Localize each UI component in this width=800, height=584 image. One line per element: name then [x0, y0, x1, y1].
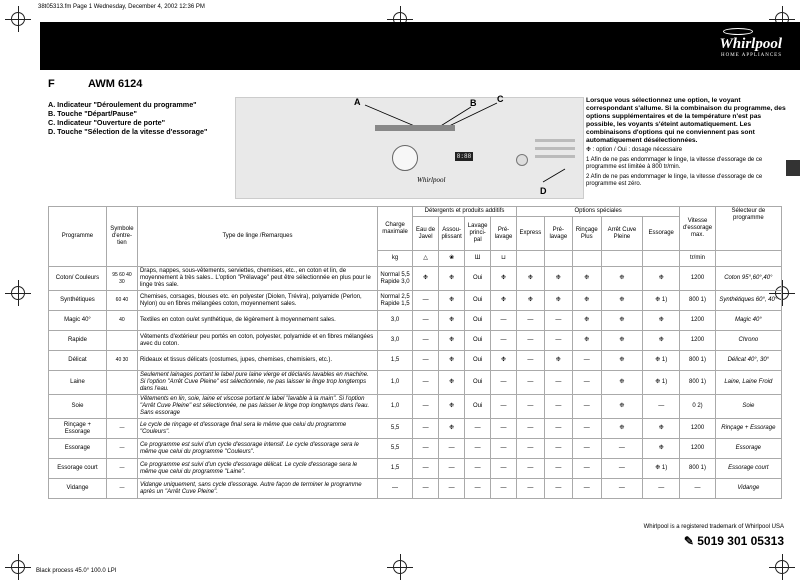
cell-po: —: [544, 395, 572, 419]
col-lavage: Lavage princi-pal: [465, 217, 491, 251]
cell-p: Rapide: [49, 331, 107, 351]
table-row: [49, 395, 782, 419]
cell-desc: Le cycle de rinçage et d'essorage final sera le même que celui du programme "Couleurs".: [137, 419, 377, 439]
cell-ex: —: [516, 395, 544, 419]
cell-sym: 95 60 40 30: [106, 267, 137, 291]
cell-po: —: [544, 371, 572, 395]
cell-l: —: [465, 419, 491, 439]
table-row: [49, 371, 782, 395]
cell-ex: —: [516, 479, 544, 499]
file-info: 38t05313.fm Page 1 Wednesday, December 4, 2002 12:36 PM: [38, 4, 205, 10]
cell-sym: 40: [106, 311, 137, 331]
cell-s: Chrono: [715, 331, 781, 351]
col-detergents: Détergents et produits additifs: [413, 207, 517, 217]
cell-p: Essorage: [49, 439, 107, 459]
cell-p: Coton/ Couleurs: [49, 267, 107, 291]
legend-item: A. Indicateur "Déroulement du programme": [48, 100, 197, 109]
cell-ex: —: [516, 459, 544, 479]
table-row: [49, 479, 782, 499]
cell-ac: —: [601, 459, 642, 479]
cell-v: —: [680, 479, 715, 499]
cell-sym: 40 30: [106, 351, 137, 371]
cell-a: ❉: [439, 331, 465, 351]
cell-l: —: [465, 479, 491, 499]
cell-rp: ❉: [572, 267, 601, 291]
cell-po: —: [544, 479, 572, 499]
panel-brand: Whirlpool: [417, 176, 446, 184]
col-charge: Charge maximale: [377, 207, 412, 251]
part-icon: ✎: [683, 534, 698, 548]
cell-p: Vidange: [49, 479, 107, 499]
cell-a: ❉: [439, 371, 465, 395]
cell-pl: —: [491, 371, 517, 395]
col-prelavage-det: Pré-lavage: [491, 217, 517, 251]
cell-desc: Ce programme est suivi d'un cycle d'essorage intensif. Le cycle d'essorage sera le même que celui du programme "Couleurs".: [137, 439, 377, 459]
cell-desc: Seulement lainages portant le label pure laine vierge et déclarés lavables en machine. Si l'option "Arrêt Cuve Pleine" est sélectionnée, ne pas laisser le linge trop longtemps dans l'eau.: [137, 371, 377, 395]
cell-sym: [106, 395, 137, 419]
part-number: [684, 534, 784, 548]
cell-es: ❉: [643, 439, 680, 459]
cell-p: Rinçage + Essorage: [49, 419, 107, 439]
crop-mark: [11, 286, 25, 300]
whirlpool-logo: [719, 28, 782, 58]
footnote-1: 1 Afin de ne pas endommager le linge, la vitesse d'essorage de ce programme est limitée à 800 tr/min.: [586, 156, 763, 170]
logo-ring-icon: [723, 28, 753, 35]
cell-a: —: [439, 459, 465, 479]
legend-item: C. Indicateur "Ouverture de porte": [48, 118, 166, 127]
table-row: [49, 267, 782, 291]
cell-es: ❉: [643, 311, 680, 331]
table-row: [49, 459, 782, 479]
crop-mark: [11, 12, 25, 26]
brand-name: Whirlpool: [719, 36, 782, 52]
cell-pl: —: [491, 419, 517, 439]
cell-p: Soie: [49, 395, 107, 419]
cell-s: Vidange: [715, 479, 781, 499]
cell-v: 800 1): [680, 291, 715, 311]
cell-sym: [106, 331, 137, 351]
cell-charge: 5,5: [377, 439, 412, 459]
cell-v: 800 1): [680, 351, 715, 371]
callout-d: D: [540, 186, 547, 196]
cell-v: 800 1): [680, 371, 715, 395]
cell-s: Magic 40°: [715, 311, 781, 331]
cell-s: Synthétiques 60°, 40°: [715, 291, 781, 311]
cell-rp: —: [572, 371, 601, 395]
cell-desc: Vêtements en lin, soie, laine et viscose portant le label "lavable à la main". Si l'option "Arrêt Cuve Pleine" est sélectionnée, ne pas laisser le linge trop longtemps dans l'eau. Sans essorage: [137, 395, 377, 419]
cell-a: ❉: [439, 311, 465, 331]
cell-sym: —: [106, 459, 137, 479]
cell-l: —: [465, 439, 491, 459]
col-kg: kg: [377, 251, 412, 267]
cell-desc: Chemises, corsages, blouses etc. en polyester (Diolen, Trévira), polyamide (Perlon, Nylon) ou en fibres mélangées coton, moyennement sales.: [137, 291, 377, 311]
cell-ac: ❉: [601, 311, 642, 331]
cell-a: ❉: [439, 419, 465, 439]
cell-es: —: [643, 395, 680, 419]
cell-charge: 1,5: [377, 459, 412, 479]
cell-l: Oui: [465, 351, 491, 371]
cell-es: ❉ 1): [643, 371, 680, 395]
notes-symbol: ❉ : option / Oui : dosage nécessaire: [586, 147, 683, 153]
cell-j: —: [413, 291, 439, 311]
col-selecteur: Sélecteur de programme: [715, 207, 781, 251]
cell-a: —: [439, 439, 465, 459]
cell-ex: —: [516, 439, 544, 459]
col-express: Express: [516, 217, 544, 251]
cell-pl: —: [491, 311, 517, 331]
cell-p: Laine: [49, 371, 107, 395]
cell-ex: ❉: [516, 291, 544, 311]
cell-v: 1200: [680, 439, 715, 459]
table-row: [49, 439, 782, 459]
cell-es: ❉: [643, 267, 680, 291]
softener-icon: ❀: [439, 251, 465, 267]
cell-rp: ❉: [572, 291, 601, 311]
cell-es: ❉ 1): [643, 459, 680, 479]
cell-rp: —: [572, 395, 601, 419]
cell-j: —: [413, 439, 439, 459]
col-assouplissant: Assou-plissant: [439, 217, 465, 251]
cell-pl: —: [491, 331, 517, 351]
cell-j: —: [413, 419, 439, 439]
col-vitesse: Vitesse d'essorage max.: [680, 207, 715, 251]
bleach-icon: △: [413, 251, 439, 267]
cell-desc: Rideaux et tissus délicats (costumes, jupes, chemises, chemisiers, etc.).: [137, 351, 377, 371]
cell-es: ❉: [643, 419, 680, 439]
main-wash-icon: Ш: [465, 251, 491, 267]
cell-charge: 1,0: [377, 395, 412, 419]
col-programme: Programme: [49, 207, 107, 267]
col-rincage: Rinçage Plus: [572, 217, 601, 251]
cell-ac: ❉: [601, 331, 642, 351]
col-type: Type de linge /Remarques: [137, 207, 377, 267]
cell-l: Oui: [465, 267, 491, 291]
cell-rp: —: [572, 351, 601, 371]
cell-po: —: [544, 439, 572, 459]
panel-display: 8:88: [456, 153, 472, 160]
cell-po: —: [544, 459, 572, 479]
cell-desc: Textiles en coton ou/et synthétique, de légèrement à moyennement sales.: [137, 311, 377, 331]
cell-ex: —: [516, 351, 544, 371]
table-row: [49, 311, 782, 331]
cell-ac: ❉: [601, 267, 642, 291]
trademark-note: Whirlpool is a registered trademark of Whirlpool USA: [643, 524, 784, 530]
cell-j: —: [413, 351, 439, 371]
cell-rp: —: [572, 419, 601, 439]
cell-a: ❉: [439, 395, 465, 419]
cell-ex: —: [516, 311, 544, 331]
cell-pl: ❉: [491, 291, 517, 311]
cell-pl: —: [491, 395, 517, 419]
cell-po: ❉: [544, 291, 572, 311]
cell-j: —: [413, 331, 439, 351]
cell-pl: —: [491, 479, 517, 499]
language-code: F: [48, 78, 55, 90]
cell-ac: ❉: [601, 395, 642, 419]
table-row: [49, 419, 782, 439]
cell-rp: —: [572, 479, 601, 499]
cell-l: Oui: [465, 371, 491, 395]
cell-pl: —: [491, 459, 517, 479]
cell-po: —: [544, 331, 572, 351]
cell-charge: 3,0: [377, 331, 412, 351]
cell-desc: Vêtements d'extérieur peu portés en coton, polyester, polyamide et en fibres mélangées avec du coton.: [137, 331, 377, 351]
cell-s: Délicat 40°, 30°: [715, 351, 781, 371]
cell-j: —: [413, 311, 439, 331]
cell-l: Oui: [465, 291, 491, 311]
table-row: [49, 331, 782, 351]
cell-ac: ❉: [601, 371, 642, 395]
cell-ac: —: [601, 479, 642, 499]
cell-l: Oui: [465, 331, 491, 351]
legend: [48, 100, 238, 136]
cell-a: ❉: [439, 267, 465, 291]
table-row: [49, 291, 782, 311]
col-arret: Arrêt Cuve Pleine: [601, 217, 642, 251]
cell-s: Laine, Laine Froid: [715, 371, 781, 395]
cell-charge: 5,5: [377, 419, 412, 439]
cell-po: ❉: [544, 351, 572, 371]
cell-sym: 60 40: [106, 291, 137, 311]
cell-charge: 3,0: [377, 311, 412, 331]
cell-s: Coton 95°,60°,40°: [715, 267, 781, 291]
cell-desc: Draps, nappes, sous-vêtements, serviettes, chemises, etc., en coton et lin, de moyennement à très sales.. L'option "Prélavage" peut être sélectionnée en plus pour le linge très sale.: [137, 267, 377, 291]
cell-j: —: [413, 479, 439, 499]
cell-s: Soie: [715, 395, 781, 419]
callout-a: A: [354, 97, 361, 107]
prewash-icon: ⊔: [491, 251, 517, 267]
cell-pl: ❉: [491, 267, 517, 291]
cell-es: ❉ 1): [643, 291, 680, 311]
cell-s: Essorage court: [715, 459, 781, 479]
cell-rp: ❉: [572, 311, 601, 331]
cell-a: ❉: [439, 291, 465, 311]
cell-charge: Normal 5,5 Rapide 3,0: [377, 267, 412, 291]
cell-ex: ❉: [516, 267, 544, 291]
col-prelavage-opt: Pré-lavage: [544, 217, 572, 251]
part-number-text: 5019 301 05313: [697, 534, 784, 548]
col-symbole: Symbole d'entre-tien: [106, 207, 137, 267]
cell-s: Rinçage + Essorage: [715, 419, 781, 439]
callout-c: C: [497, 94, 504, 104]
cell-pl: ❉: [491, 351, 517, 371]
side-tab: [786, 160, 800, 176]
cell-v: 0 2): [680, 395, 715, 419]
footer-line: Black process 45.0° 100.0 LPI: [36, 568, 117, 574]
callout-b: B: [470, 98, 477, 108]
col-essorage: Essorage: [643, 217, 680, 251]
cell-po: —: [544, 311, 572, 331]
callout-lines: [235, 97, 584, 199]
cell-a: —: [439, 479, 465, 499]
col-options: Options spéciales: [516, 207, 679, 217]
programme-table: [48, 206, 782, 499]
cell-sym: —: [106, 419, 137, 439]
cell-charge: 1,0: [377, 371, 412, 395]
cell-es: ❉: [643, 331, 680, 351]
col-trmin: tr/min: [680, 251, 715, 267]
legend-item: D. Touche "Sélection de la vitesse d'essorage": [48, 127, 208, 136]
cell-j: —: [413, 459, 439, 479]
cell-v: 1200: [680, 267, 715, 291]
cell-ex: —: [516, 331, 544, 351]
table-row: [49, 351, 782, 371]
cell-rp: —: [572, 439, 601, 459]
crop-mark: [11, 560, 25, 574]
cell-charge: —: [377, 479, 412, 499]
cell-es: —: [643, 479, 680, 499]
cell-ac: ❉: [601, 351, 642, 371]
notes-panel: [586, 97, 786, 189]
cell-p: Essorage court: [49, 459, 107, 479]
col-eau-javel: Eau de Javel: [413, 217, 439, 251]
cell-sym: —: [106, 479, 137, 499]
cell-j: —: [413, 395, 439, 419]
cell-rp: —: [572, 459, 601, 479]
cell-v: 1200: [680, 311, 715, 331]
cell-v: 1200: [680, 331, 715, 351]
footnote-2: 2 Afin de ne pas endommager le linge, la vitesse d'essorage de ce programme est zéro.: [586, 173, 763, 187]
cell-ac: ❉: [601, 291, 642, 311]
cell-charge: Normal 2,5 Rapide 1,5: [377, 291, 412, 311]
cell-sym: [106, 371, 137, 395]
cell-desc: Vidange uniquement, sans cycle d'essorage. Autre façon de terminer le programme après un "Arrêt Cuve Pleine".: [137, 479, 377, 499]
cell-v: 1200: [680, 419, 715, 439]
legend-item: B. Touche "Départ/Pause": [48, 109, 137, 118]
cell-a: ❉: [439, 351, 465, 371]
cell-pl: —: [491, 439, 517, 459]
cell-p: Délicat: [49, 351, 107, 371]
cell-p: Magic 40°: [49, 311, 107, 331]
model-name: AWM 6124: [88, 78, 143, 90]
cell-l: Oui: [465, 311, 491, 331]
crop-mark: [775, 560, 789, 574]
header-bar: [40, 22, 800, 70]
cell-j: —: [413, 371, 439, 395]
cell-l: —: [465, 459, 491, 479]
cell-p: Synthétiques: [49, 291, 107, 311]
cell-ac: ❉: [601, 419, 642, 439]
cell-s: Essorage: [715, 439, 781, 459]
cell-v: 800 1): [680, 459, 715, 479]
cell-ex: —: [516, 371, 544, 395]
cell-l: Oui: [465, 395, 491, 419]
cell-po: —: [544, 419, 572, 439]
cell-ex: —: [516, 419, 544, 439]
cell-charge: 1,5: [377, 351, 412, 371]
crop-mark: [393, 560, 407, 574]
cell-ac: —: [601, 439, 642, 459]
cell-es: ❉ 1): [643, 351, 680, 371]
notes-main: Lorsque vous sélectionnez une option, le voyant correspondant s'allume. Si la combinaison du programme, des options supplémentaires et de la température n'est pas possible, les voyants s'éteint automatiquement. Les combinaisons d'options qui ne conviennent pas sont automatiquement désélectionnées.: [586, 97, 786, 144]
cell-rp: ❉: [572, 331, 601, 351]
cell-po: ❉: [544, 267, 572, 291]
brand-tag: HOME APPLIANCES: [721, 53, 782, 58]
cell-j: ❉: [413, 267, 439, 291]
cell-sym: —: [106, 439, 137, 459]
cell-desc: Ce programme est suivi d'un cycle d'essorage délicat. Le cycle d'essorage sera le même que celui du programme "Laine".: [137, 459, 377, 479]
